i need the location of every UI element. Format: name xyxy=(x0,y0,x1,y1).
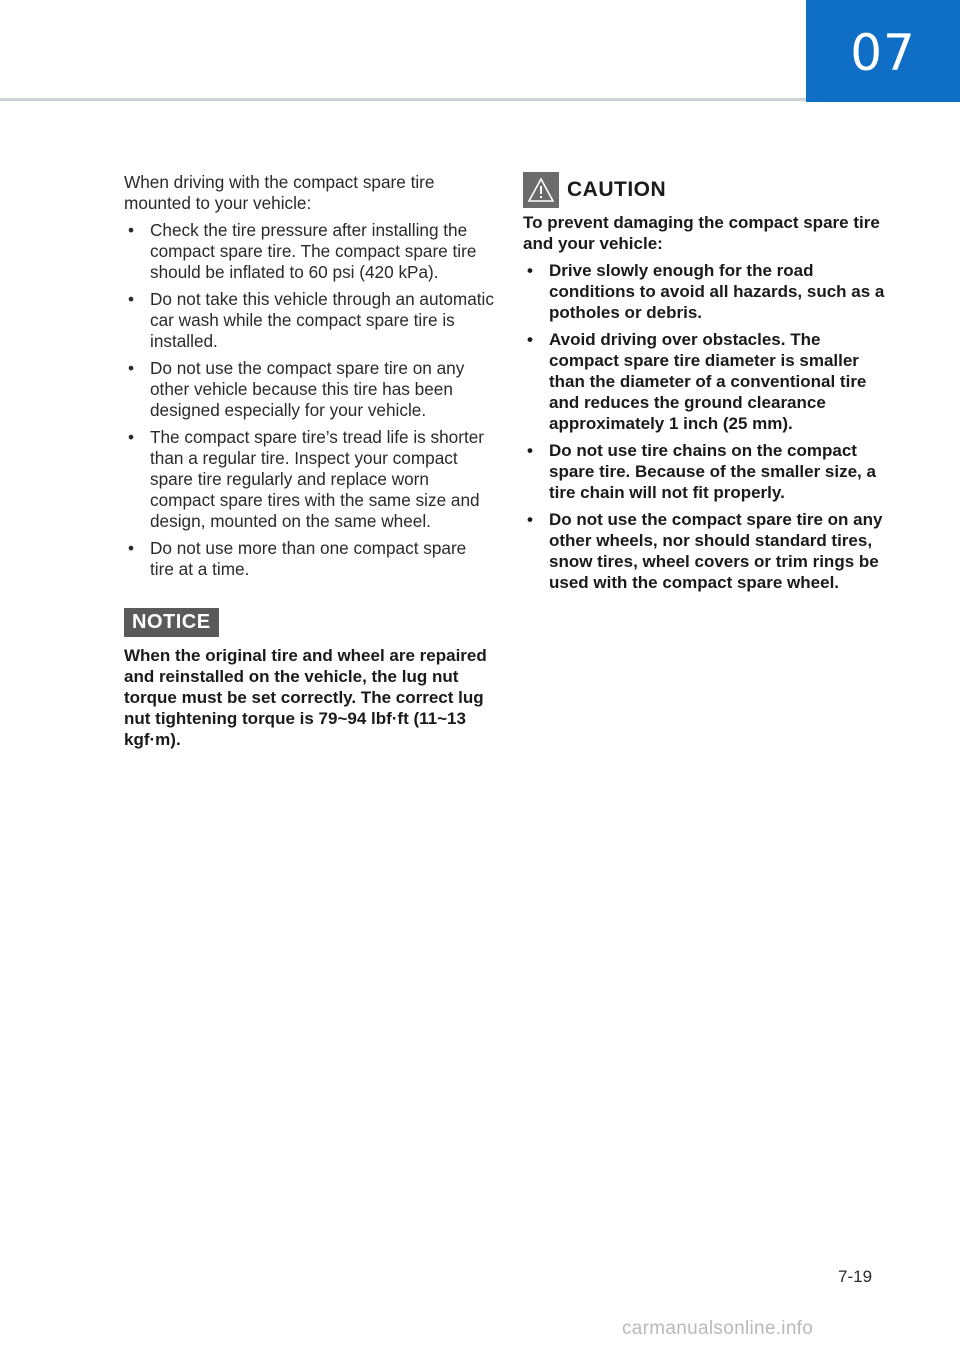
page-number: 7-19 xyxy=(838,1267,873,1286)
bullet-text: Do not use more than one compact spare tire at a time. xyxy=(150,538,467,579)
bullet-text: The compact spare tire’s tread life is shorter than a regular tire. Inspect your compact spare tire regularly and replace worn compact spare tires with the same size and design, mounted on the same wheel. xyxy=(150,427,485,531)
caution-title: CAUTION xyxy=(567,178,667,201)
bullet-text: Do not use tire chains on the compact spare tire. Because of the smaller size, a tire chain will not fit properly. xyxy=(549,441,876,502)
caution-intro: To prevent damaging the compact spare tire and your vehicle: xyxy=(523,213,880,253)
watermark: carmanualsonline.info xyxy=(622,1318,814,1339)
bullet-text: Check the tire pressure after installing the compact spare tire. The compact spare tire should be inflated to 60 psi (420 kPa). xyxy=(150,220,477,282)
list-item xyxy=(523,509,888,593)
bullet-icon: • xyxy=(128,427,135,447)
bullet-text: Avoid driving over obstacles. The compact spare tire diameter is smaller than the diameter of a conventional tire and reduces the ground clearance approximately 1 inch (25 mm). xyxy=(549,330,867,433)
notice-label: NOTICE xyxy=(124,608,219,637)
list-item xyxy=(124,538,494,580)
bullet-icon: • xyxy=(527,261,533,280)
list-item xyxy=(523,440,888,503)
warning-triangle-icon xyxy=(523,172,559,208)
bullet-text: Do not use the compact spare tire on any other vehicle because this tire has been designed especially for your vehicle. xyxy=(150,358,465,420)
caution-header xyxy=(523,172,888,208)
bullet-text: Do not take this vehicle through an automatic car wash while the compact spare tire is installed. xyxy=(150,289,494,351)
left-column xyxy=(124,172,494,750)
bullet-icon: • xyxy=(128,289,135,309)
list-item xyxy=(124,427,494,532)
list-item xyxy=(523,329,888,434)
list-item xyxy=(124,220,494,283)
spare-tire-bullet-list xyxy=(124,220,494,580)
list-item xyxy=(124,289,494,352)
bullet-text: Drive slowly enough for the road conditions to avoid all hazards, such as a potholes or debris. xyxy=(549,261,885,322)
notice-text: When the original tire and wheel are repaired and reinstalled on the vehicle, the lug nut torque must be set correctly. The correct lug nut tightening torque is 79~94 lbf·ft (11~13 kgf·m). xyxy=(124,646,487,749)
spare-tire-intro: When driving with the compact spare tire mounted to your vehicle: xyxy=(124,172,435,213)
caution-bullet-list xyxy=(523,260,888,593)
list-item xyxy=(124,358,494,421)
bullet-text: Do not use the compact spare tire on any other wheels, nor should standard tires, snow tires, wheel covers or trim rings be used with the compact spare wheel. xyxy=(549,510,883,592)
list-item xyxy=(523,260,888,323)
chapter-number: 07 xyxy=(850,24,916,82)
bullet-icon: • xyxy=(527,441,533,460)
header-rule xyxy=(0,98,806,101)
bullet-icon: • xyxy=(128,358,135,378)
bullet-icon: • xyxy=(128,538,135,558)
chapter-tab xyxy=(806,0,960,102)
bullet-icon: • xyxy=(128,220,135,240)
bullet-icon: • xyxy=(527,330,533,349)
right-column xyxy=(523,172,888,599)
bullet-icon: • xyxy=(527,510,533,529)
